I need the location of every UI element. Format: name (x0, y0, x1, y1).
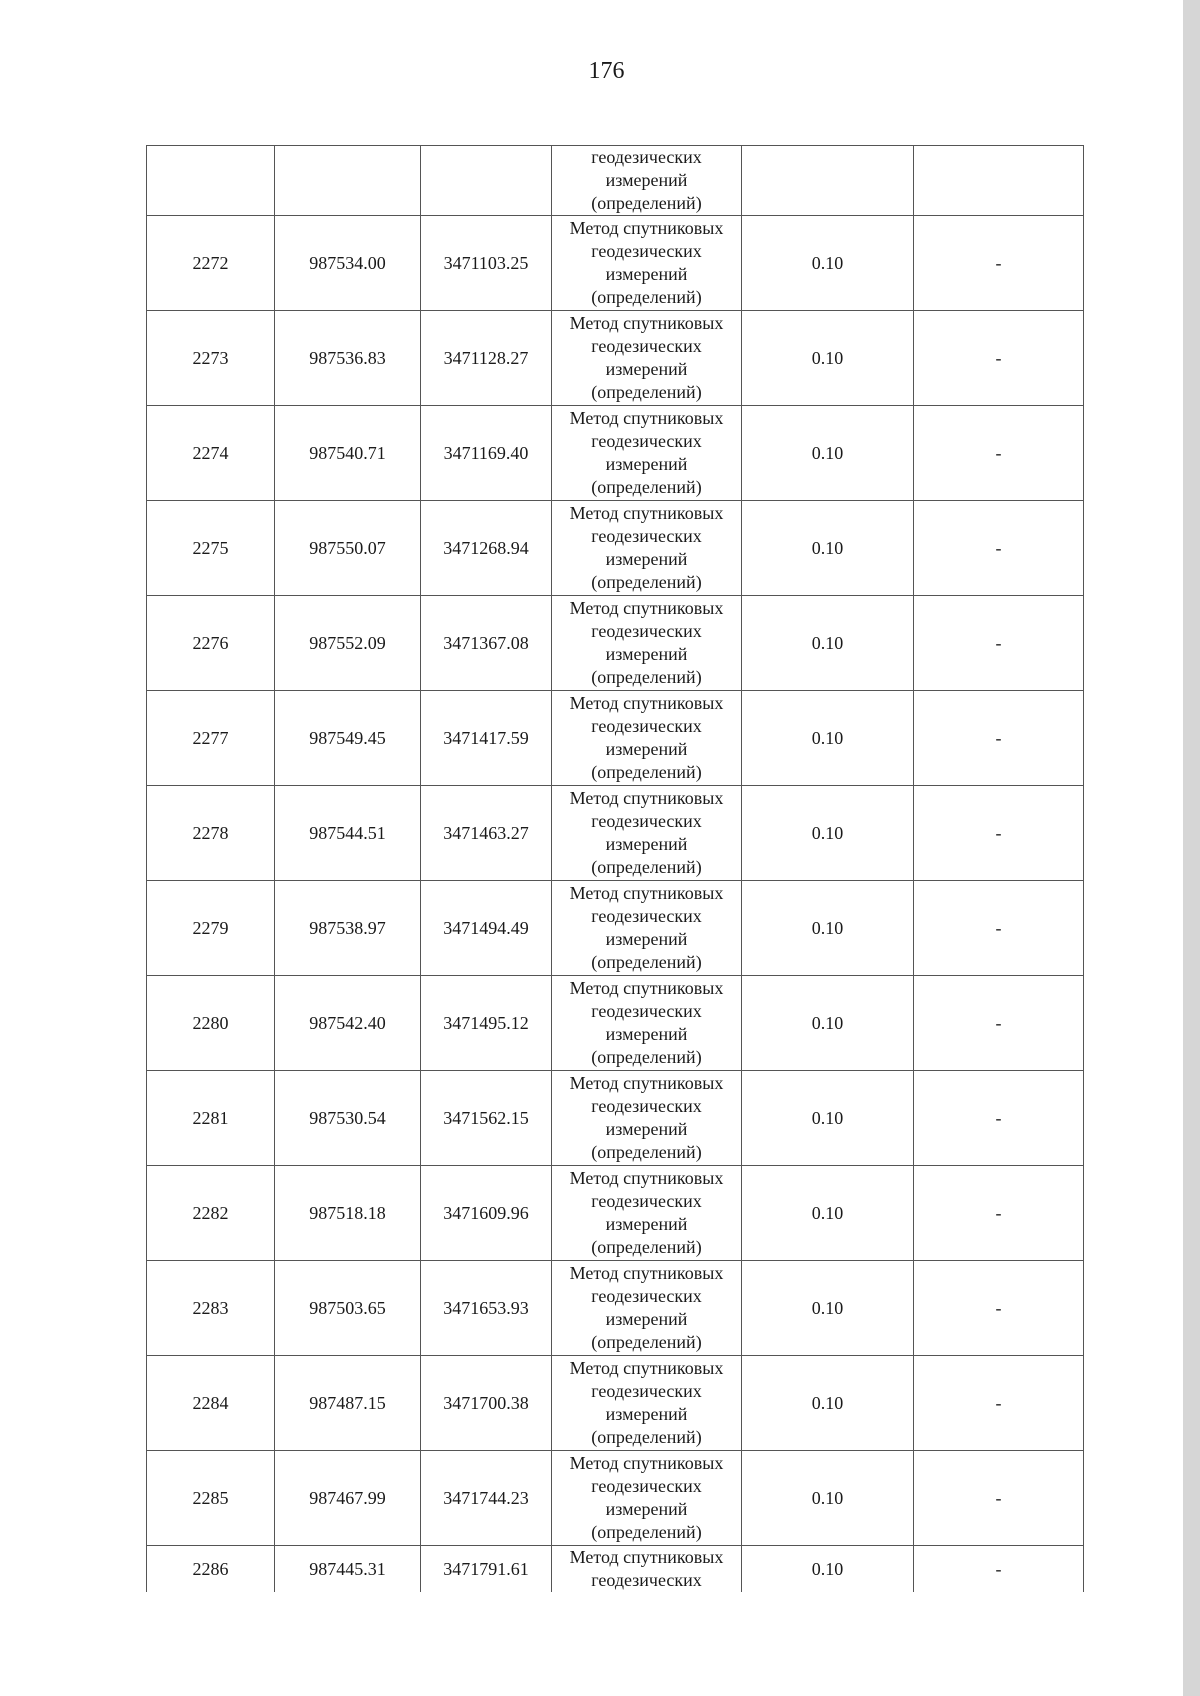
method-line: Метод спутниковых (569, 693, 724, 713)
point-number-cell: 2281 (147, 1071, 275, 1166)
method-cell (552, 216, 742, 311)
y-coordinate-cell: 3471495.12 (421, 976, 552, 1071)
y-coordinate-cell: 3471463.27 (421, 786, 552, 881)
table-body (147, 146, 1084, 1593)
table-row (147, 596, 1084, 691)
page-number: 176 (588, 58, 625, 84)
point-number-cell: 2286 (147, 1546, 275, 1593)
accuracy-cell: 0.10 (742, 1166, 914, 1261)
point-number-cell: 2278 (147, 786, 275, 881)
method-line: измерений (605, 1404, 688, 1424)
method-line: Метод спутниковых (569, 598, 724, 618)
table-row-continuation (147, 146, 1084, 216)
method-cell (552, 146, 742, 216)
point-number-cell: 2276 (147, 596, 275, 691)
x-coordinate-cell: 987540.71 (275, 406, 421, 501)
method-line: (определений) (591, 1237, 702, 1257)
method-cell (552, 691, 742, 786)
method-cell (552, 596, 742, 691)
point-number-cell: 2279 (147, 881, 275, 976)
method-line: измерений (605, 1309, 688, 1329)
table-row (147, 1546, 1084, 1593)
y-coordinate-cell: 3471367.08 (421, 596, 552, 691)
method-line: (определений) (591, 1047, 702, 1067)
table-row (147, 786, 1084, 881)
method-line: измерений (605, 834, 688, 854)
method-cell (552, 1261, 742, 1356)
x-coordinate-cell: 987534.00 (275, 216, 421, 311)
method-line: измерений (605, 739, 688, 759)
method-line: геодезических (591, 621, 702, 641)
method-line: (определений) (591, 1522, 702, 1542)
y-coordinate-cell: 3471744.23 (421, 1451, 552, 1546)
method-line: (определений) (591, 572, 702, 592)
method-line: измерений (605, 549, 688, 569)
coordinates-table (146, 145, 1084, 1592)
accuracy-cell: 0.10 (742, 1071, 914, 1166)
method-line: геодезических (591, 147, 702, 167)
method-line: геодезических (591, 906, 702, 926)
method-line: Метод спутниковых (569, 1453, 724, 1473)
method-line: (определений) (591, 382, 702, 402)
method-line: геодезических (591, 1001, 702, 1021)
table-row (147, 1261, 1084, 1356)
point-number-cell: 2275 (147, 501, 275, 596)
table-row (147, 1451, 1084, 1546)
method-cell (552, 1166, 742, 1261)
method-line: Метод спутниковых (569, 788, 724, 808)
method-line: геодезических (591, 1096, 702, 1116)
method-line: измерений (605, 1214, 688, 1234)
method-cell (552, 1071, 742, 1166)
method-line: измерений (605, 929, 688, 949)
point-number-cell: 2284 (147, 1356, 275, 1451)
accuracy-cell: 0.10 (742, 691, 914, 786)
table-row (147, 1071, 1084, 1166)
method-line: геодезических (591, 716, 702, 736)
accuracy-cell: 0.10 (742, 881, 914, 976)
method-line: (определений) (591, 667, 702, 687)
description-cell: - (914, 1071, 1084, 1166)
table-row (147, 501, 1084, 596)
method-line: геодезических (591, 1476, 702, 1496)
method-line: (определений) (591, 1142, 702, 1162)
x-coordinate-cell: 987536.83 (275, 311, 421, 406)
method-line: Метод спутниковых (569, 978, 724, 998)
accuracy-cell: 0.10 (742, 501, 914, 596)
accuracy-cell: 0.10 (742, 1261, 914, 1356)
table-row (147, 1356, 1084, 1451)
x-coordinate-cell: 987552.09 (275, 596, 421, 691)
x-coordinate-cell: 987530.54 (275, 1071, 421, 1166)
method-line: измерений (605, 1119, 688, 1139)
table-row (147, 976, 1084, 1071)
method-line: геодезических (591, 241, 702, 261)
y-coordinate-cell: 3471494.49 (421, 881, 552, 976)
method-line: (определений) (591, 477, 702, 497)
x-coordinate-cell: 987445.31 (275, 1546, 421, 1593)
x-coordinate-cell: 987538.97 (275, 881, 421, 976)
description-cell: - (914, 406, 1084, 501)
method-line: Метод спутниковых (569, 218, 724, 238)
y-coordinate-cell: 3471653.93 (421, 1261, 552, 1356)
method-line: геодезических (591, 1570, 702, 1590)
description-cell: - (914, 976, 1084, 1071)
method-line: Метод спутниковых (569, 1168, 724, 1188)
method-cell (552, 786, 742, 881)
y-coordinate-cell: 3471128.27 (421, 311, 552, 406)
x-coordinate-cell: 987544.51 (275, 786, 421, 881)
method-line: геодезических (591, 431, 702, 451)
method-line: измерений (605, 1499, 688, 1519)
method-cell (552, 311, 742, 406)
method-line: геодезических (591, 1381, 702, 1401)
method-line: геодезических (591, 1286, 702, 1306)
point-number-cell: 2274 (147, 406, 275, 501)
table-row (147, 216, 1084, 311)
page-margin-strip (1183, 0, 1200, 1696)
description-cell: - (914, 1261, 1084, 1356)
point-number-cell: 2280 (147, 976, 275, 1071)
x-coordinate-cell: 987467.99 (275, 1451, 421, 1546)
point-number-cell (147, 146, 275, 216)
point-number-cell: 2273 (147, 311, 275, 406)
method-line: измерений (605, 644, 688, 664)
table-row (147, 1166, 1084, 1261)
method-cell (552, 501, 742, 596)
method-line: (определений) (591, 1332, 702, 1352)
description-cell: - (914, 1451, 1084, 1546)
table-row (147, 881, 1084, 976)
description-cell (914, 146, 1084, 216)
method-line: (определений) (591, 857, 702, 877)
description-cell: - (914, 786, 1084, 881)
method-line: Метод спутниковых (569, 1073, 724, 1093)
y-coordinate-cell: 3471562.15 (421, 1071, 552, 1166)
method-line: геодезических (591, 526, 702, 546)
method-line: измерений (605, 359, 688, 379)
method-line: (определений) (591, 762, 702, 782)
point-number-cell: 2282 (147, 1166, 275, 1261)
method-line: измерений (605, 264, 688, 284)
method-cell (552, 406, 742, 501)
point-number-cell: 2283 (147, 1261, 275, 1356)
point-number-cell: 2277 (147, 691, 275, 786)
method-line: измерений (605, 1024, 688, 1044)
accuracy-cell: 0.10 (742, 216, 914, 311)
y-coordinate-cell: 3471169.40 (421, 406, 552, 501)
method-line: Метод спутниковых (569, 1263, 724, 1283)
x-coordinate-cell: 987487.15 (275, 1356, 421, 1451)
point-number-cell: 2285 (147, 1451, 275, 1546)
description-cell: - (914, 1166, 1084, 1261)
method-line: (определений) (591, 287, 702, 307)
table-row (147, 691, 1084, 786)
x-coordinate-cell (275, 146, 421, 216)
method-line: геодезических (591, 336, 702, 356)
method-line: Метод спутниковых (569, 313, 724, 333)
accuracy-cell: 0.10 (742, 786, 914, 881)
method-line: Метод спутниковых (569, 503, 724, 523)
x-coordinate-cell: 987518.18 (275, 1166, 421, 1261)
accuracy-cell: 0.10 (742, 1356, 914, 1451)
accuracy-cell: 0.10 (742, 596, 914, 691)
description-cell: - (914, 501, 1084, 596)
method-cell (552, 881, 742, 976)
description-cell: - (914, 1546, 1084, 1593)
method-line: Метод спутниковых (569, 1358, 724, 1378)
y-coordinate-cell: 3471103.25 (421, 216, 552, 311)
method-line: Метод спутниковых (569, 883, 724, 903)
x-coordinate-cell: 987549.45 (275, 691, 421, 786)
description-cell: - (914, 216, 1084, 311)
table-row (147, 311, 1084, 406)
y-coordinate-cell (421, 146, 552, 216)
method-line: (определений) (591, 193, 702, 213)
point-number-cell: 2272 (147, 216, 275, 311)
y-coordinate-cell: 3471791.61 (421, 1546, 552, 1593)
y-coordinate-cell: 3471417.59 (421, 691, 552, 786)
method-cell (552, 1356, 742, 1451)
accuracy-cell: 0.10 (742, 1451, 914, 1546)
description-cell: - (914, 881, 1084, 976)
method-line: Метод спутниковых (569, 1547, 724, 1567)
method-line: (определений) (591, 952, 702, 972)
accuracy-cell: 0.10 (742, 406, 914, 501)
accuracy-cell: 0.10 (742, 1546, 914, 1593)
method-line: (определений) (591, 1427, 702, 1447)
method-line: Метод спутниковых (569, 408, 724, 428)
method-cell (552, 1546, 742, 1593)
accuracy-cell (742, 146, 914, 216)
method-line: геодезических (591, 811, 702, 831)
y-coordinate-cell: 3471268.94 (421, 501, 552, 596)
accuracy-cell: 0.10 (742, 311, 914, 406)
x-coordinate-cell: 987542.40 (275, 976, 421, 1071)
method-line: геодезических (591, 1191, 702, 1211)
method-line: измерений (605, 170, 688, 190)
description-cell: - (914, 596, 1084, 691)
description-cell: - (914, 691, 1084, 786)
accuracy-cell: 0.10 (742, 976, 914, 1071)
method-line: измерений (605, 454, 688, 474)
method-cell (552, 1451, 742, 1546)
table-row (147, 406, 1084, 501)
description-cell: - (914, 1356, 1084, 1451)
y-coordinate-cell: 3471700.38 (421, 1356, 552, 1451)
y-coordinate-cell: 3471609.96 (421, 1166, 552, 1261)
description-cell: - (914, 311, 1084, 406)
x-coordinate-cell: 987503.65 (275, 1261, 421, 1356)
method-cell (552, 976, 742, 1071)
x-coordinate-cell: 987550.07 (275, 501, 421, 596)
